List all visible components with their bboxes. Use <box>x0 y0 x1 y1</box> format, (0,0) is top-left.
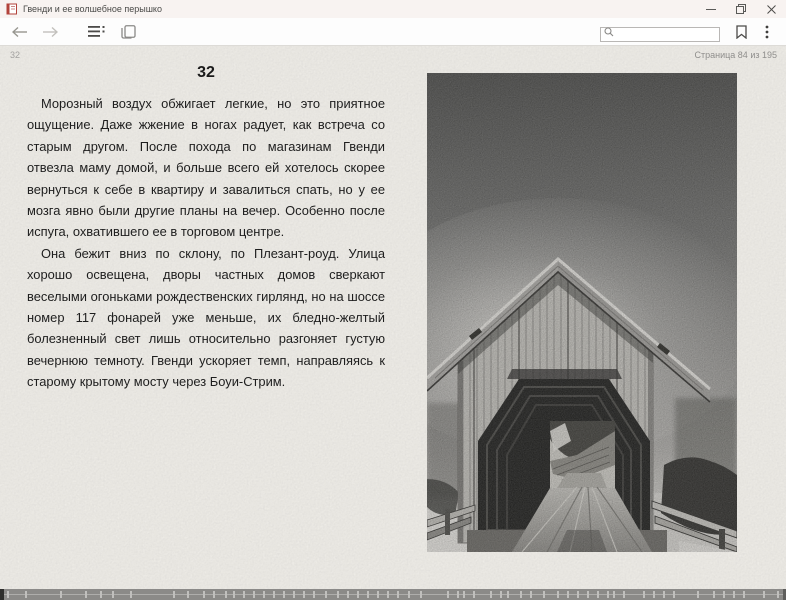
reading-page <box>0 46 786 600</box>
chapter-tick <box>613 591 615 598</box>
chapter-tick <box>303 591 305 598</box>
chapter-tick <box>7 591 9 598</box>
bookmarks-panel-button[interactable] <box>116 20 140 44</box>
chapter-tick <box>577 591 579 598</box>
chapter-tick <box>112 591 114 598</box>
chapter-tick <box>283 591 285 598</box>
kebab-menu-icon <box>765 25 769 39</box>
chapter-tick <box>85 591 87 598</box>
maximize-icon <box>736 4 746 14</box>
close-button[interactable] <box>756 0 786 18</box>
caption-buttons <box>696 0 786 18</box>
chapter-tick <box>377 591 379 598</box>
chapter-tick <box>567 591 569 598</box>
paragraph: Морозный воздух обжигает легкие, но это приятное ощущение. Даже жжение в ногах радует, как встреча со старым другом. После похода по магазинам Гвенди отвезла маму домой, и больше всего ей хотелось скорее вернуться к себе в квартиру и завалиться спать, но у ее мозга явно были другие планы на вечер. Особенно после испуга, охватившего ее в торговом центре. <box>27 96 385 240</box>
contents-button[interactable] <box>84 20 108 44</box>
chapter-tick <box>253 591 255 598</box>
chapter-tick <box>187 591 189 598</box>
back-arrow-icon <box>12 26 28 38</box>
back-button[interactable] <box>8 20 32 44</box>
chapter-tick <box>447 591 449 598</box>
chapter-tick <box>243 591 245 598</box>
chapter-tick <box>130 591 132 598</box>
chapter-tick <box>100 591 102 598</box>
chapter-tick <box>713 591 715 598</box>
chapter-tick <box>273 591 275 598</box>
chapter-tick <box>490 591 492 598</box>
chapter-tick <box>457 591 459 598</box>
chapter-tick <box>463 591 465 598</box>
chapter-tick <box>337 591 339 598</box>
more-menu-button[interactable] <box>756 20 778 44</box>
chapter-tick <box>653 591 655 598</box>
minimize-button[interactable] <box>696 0 726 18</box>
chapter-tick <box>643 591 645 598</box>
chapter-tick <box>507 591 509 598</box>
forward-button[interactable] <box>38 20 62 44</box>
chapter-tick <box>387 591 389 598</box>
chapter-tick <box>663 591 665 598</box>
chapter-tick <box>473 591 475 598</box>
chapter-tick <box>543 591 545 598</box>
covered-bridge-illustration <box>427 73 737 552</box>
text-column <box>27 64 385 393</box>
chapter-tick <box>347 591 349 598</box>
search-box <box>600 24 720 39</box>
chapter-corner-label: 32 <box>10 50 21 60</box>
chapter-tick <box>587 591 589 598</box>
chapter-tick <box>60 591 62 598</box>
chapter-tick <box>233 591 235 598</box>
forward-arrow-icon <box>42 26 58 38</box>
app-icon <box>6 3 18 15</box>
chapter-tick <box>597 591 599 598</box>
chapter-tick <box>325 591 327 598</box>
chapter-tick <box>357 591 359 598</box>
chapter-tick <box>213 591 215 598</box>
chapter-tick <box>203 591 205 598</box>
chapter-tick <box>397 591 399 598</box>
chapter-tick <box>623 591 625 598</box>
contents-icon <box>88 25 105 38</box>
toolbar <box>0 18 786 46</box>
page-indicator: Страница 84 из 195 <box>694 50 777 60</box>
chapter-tick <box>673 591 675 598</box>
chapter-tick <box>763 591 765 598</box>
chapter-tick <box>408 591 410 598</box>
chapter-tick <box>225 591 227 598</box>
chapter-tick <box>420 591 422 598</box>
chapter-tick <box>263 591 265 598</box>
pages-icon <box>121 25 136 39</box>
chapter-tick <box>500 591 502 598</box>
minimize-icon <box>706 4 716 14</box>
chapter-tick <box>313 591 315 598</box>
maximize-button[interactable] <box>726 0 756 18</box>
bookmark-button[interactable] <box>728 20 754 44</box>
chapter-tick <box>733 591 735 598</box>
search-input[interactable] <box>600 27 720 42</box>
chapter-tick <box>25 591 27 598</box>
bookmark-icon <box>736 25 747 39</box>
chapter-tick <box>367 591 369 598</box>
chapter-tick <box>697 591 699 598</box>
chapter-tick <box>607 591 609 598</box>
chapter-tick <box>173 591 175 598</box>
chapter-tick <box>777 591 779 598</box>
close-icon <box>767 5 776 14</box>
chapter-tick <box>723 591 725 598</box>
chapter-tick <box>530 591 532 598</box>
chapter-tick <box>743 591 745 598</box>
paragraph: Она бежит вниз по склону, по Плезант-роуд. Улица хорошо освещена, дворы частных домов сверкают веселыми огоньками рождественских гирлянд, но на шоссе номер 117 фонарей уже меньше, их бледно-желтый болезненный свет лишь относительно разгоняет густую вечернюю темноту. Гвенди ускоряет темп, направляясь к старому крытому мосту через Боуи-Стрим. <box>27 245 385 390</box>
chapter-tick <box>557 591 559 598</box>
chapter-tick <box>520 591 522 598</box>
chapter-tick <box>293 591 295 598</box>
title-bar <box>0 0 786 18</box>
progress-bar[interactable] <box>0 589 786 600</box>
progress-start-cap <box>0 589 4 600</box>
chapter-heading: 32 <box>197 64 215 81</box>
window-title: Гвенди и ее волшебное перышко <box>23 4 162 14</box>
